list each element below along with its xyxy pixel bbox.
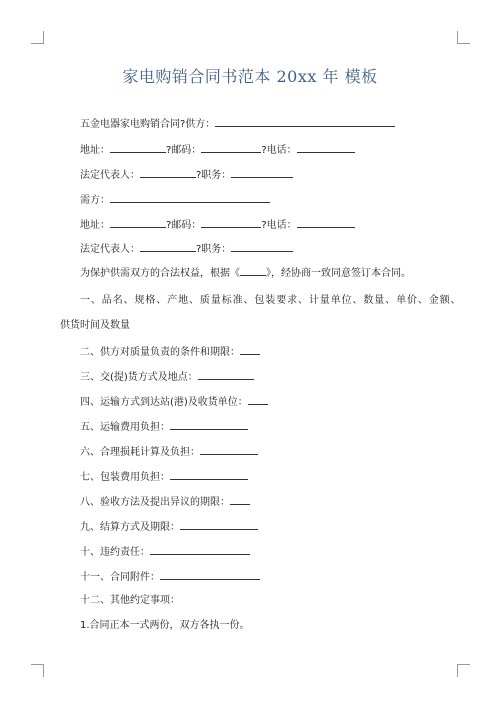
clause-4 [80,394,268,410]
buyer-representative-line [80,241,293,257]
phone-label: ?电话： [261,145,297,156]
position-label: ?职务： [196,170,232,181]
clause-2-blank[interactable] [240,344,260,355]
corner-mark-bottom-right [457,664,470,677]
buyer-label: 需方： [80,195,110,206]
clause-5-label: 五、运输费用负担： [80,422,170,433]
position-label: ?职务： [196,244,232,255]
clause-9-label: 九、结算方式及期限： [80,522,180,533]
phone-blank[interactable] [297,142,355,153]
clause-3-label: 三、交(提)货方式及地点： [80,372,198,383]
supplier-label: 五金电器家电购销合同?供方： [80,119,216,130]
clause-10 [80,544,250,560]
clause-7-label: 七、包装费用负担： [80,472,170,483]
position-blank[interactable] [231,241,293,252]
address-blank[interactable] [110,217,166,228]
representative-blank[interactable] [140,241,196,252]
representative-label: 法定代表人： [80,244,140,255]
supplier-line [80,116,395,132]
clause-1-continued: 供货时间及数量 [60,320,130,331]
clause-6-blank[interactable] [200,444,258,455]
postcode-blank[interactable] [201,217,261,228]
address-blank[interactable] [110,142,166,153]
phone-label: ?电话： [261,220,297,231]
law-name-blank[interactable] [240,265,266,276]
clause-11-blank[interactable] [160,569,260,580]
buyer-address-line [80,217,355,233]
clause-5-blank[interactable] [170,419,248,430]
clause-7 [80,469,248,485]
clause-12: 十二、其他约定事项： [80,595,180,606]
clause-8 [80,494,250,510]
supplier-representative-line [80,167,293,183]
preamble-start: 为保护供需双方的合法权益，根据《 [80,268,240,279]
corner-mark-top-right [457,31,470,44]
clause-4-label: 四、运输方式到达站(港)及收货单位： [80,397,248,408]
clause-9-blank[interactable] [180,519,258,530]
buyer-blank[interactable] [110,192,270,203]
representative-label: 法定代表人： [80,170,140,181]
position-blank[interactable] [231,167,293,178]
address-label: 地址： [80,220,110,231]
clause-8-label: 八、验收方法及提出异议的期限： [80,497,230,508]
clause-9 [80,519,258,535]
clause-11 [80,569,260,585]
clause-3-blank[interactable] [198,369,254,380]
representative-blank[interactable] [140,167,196,178]
preamble-end: 》，经协商一致同意签订本合同。 [266,268,411,279]
clause-7-blank[interactable] [170,469,248,480]
phone-blank[interactable] [297,217,355,228]
preamble-line [80,265,411,281]
clause-10-blank[interactable] [150,544,250,555]
postcode-label: ?邮码： [166,220,202,231]
clause-10-label: 十、违约责任： [80,547,150,558]
clause-8-blank[interactable] [230,494,250,505]
clause-5 [80,419,248,435]
corner-mark-bottom-left [31,664,44,677]
clause-4-blank[interactable] [248,394,268,405]
clause-6-label: 六、合理损耗计算及负担： [80,447,200,458]
clause-12-item-1: 1.合同正本一式两份，双方各执一份。 [80,620,250,631]
clause-11-label: 十一、合同附件： [80,572,160,583]
postcode-blank[interactable] [201,142,261,153]
corner-mark-top-left [31,31,44,44]
clause-3 [80,369,254,385]
page-title: 家电购销合同书范本 20xx 年 模板 [122,67,378,86]
buyer-line [80,192,270,208]
address-label: 地址： [80,145,110,156]
postcode-label: ?邮码： [166,145,202,156]
clause-2 [80,344,260,360]
clause-1: 一、品名、规格、产地、质量标准、包装要求、计量单位、数量、单价、金额、 [80,295,462,306]
supplier-address-line [80,142,355,158]
supplier-blank[interactable] [215,116,395,127]
clause-2-label: 二、供方对质量负责的条件和期限： [80,347,240,358]
clause-6 [80,444,258,460]
